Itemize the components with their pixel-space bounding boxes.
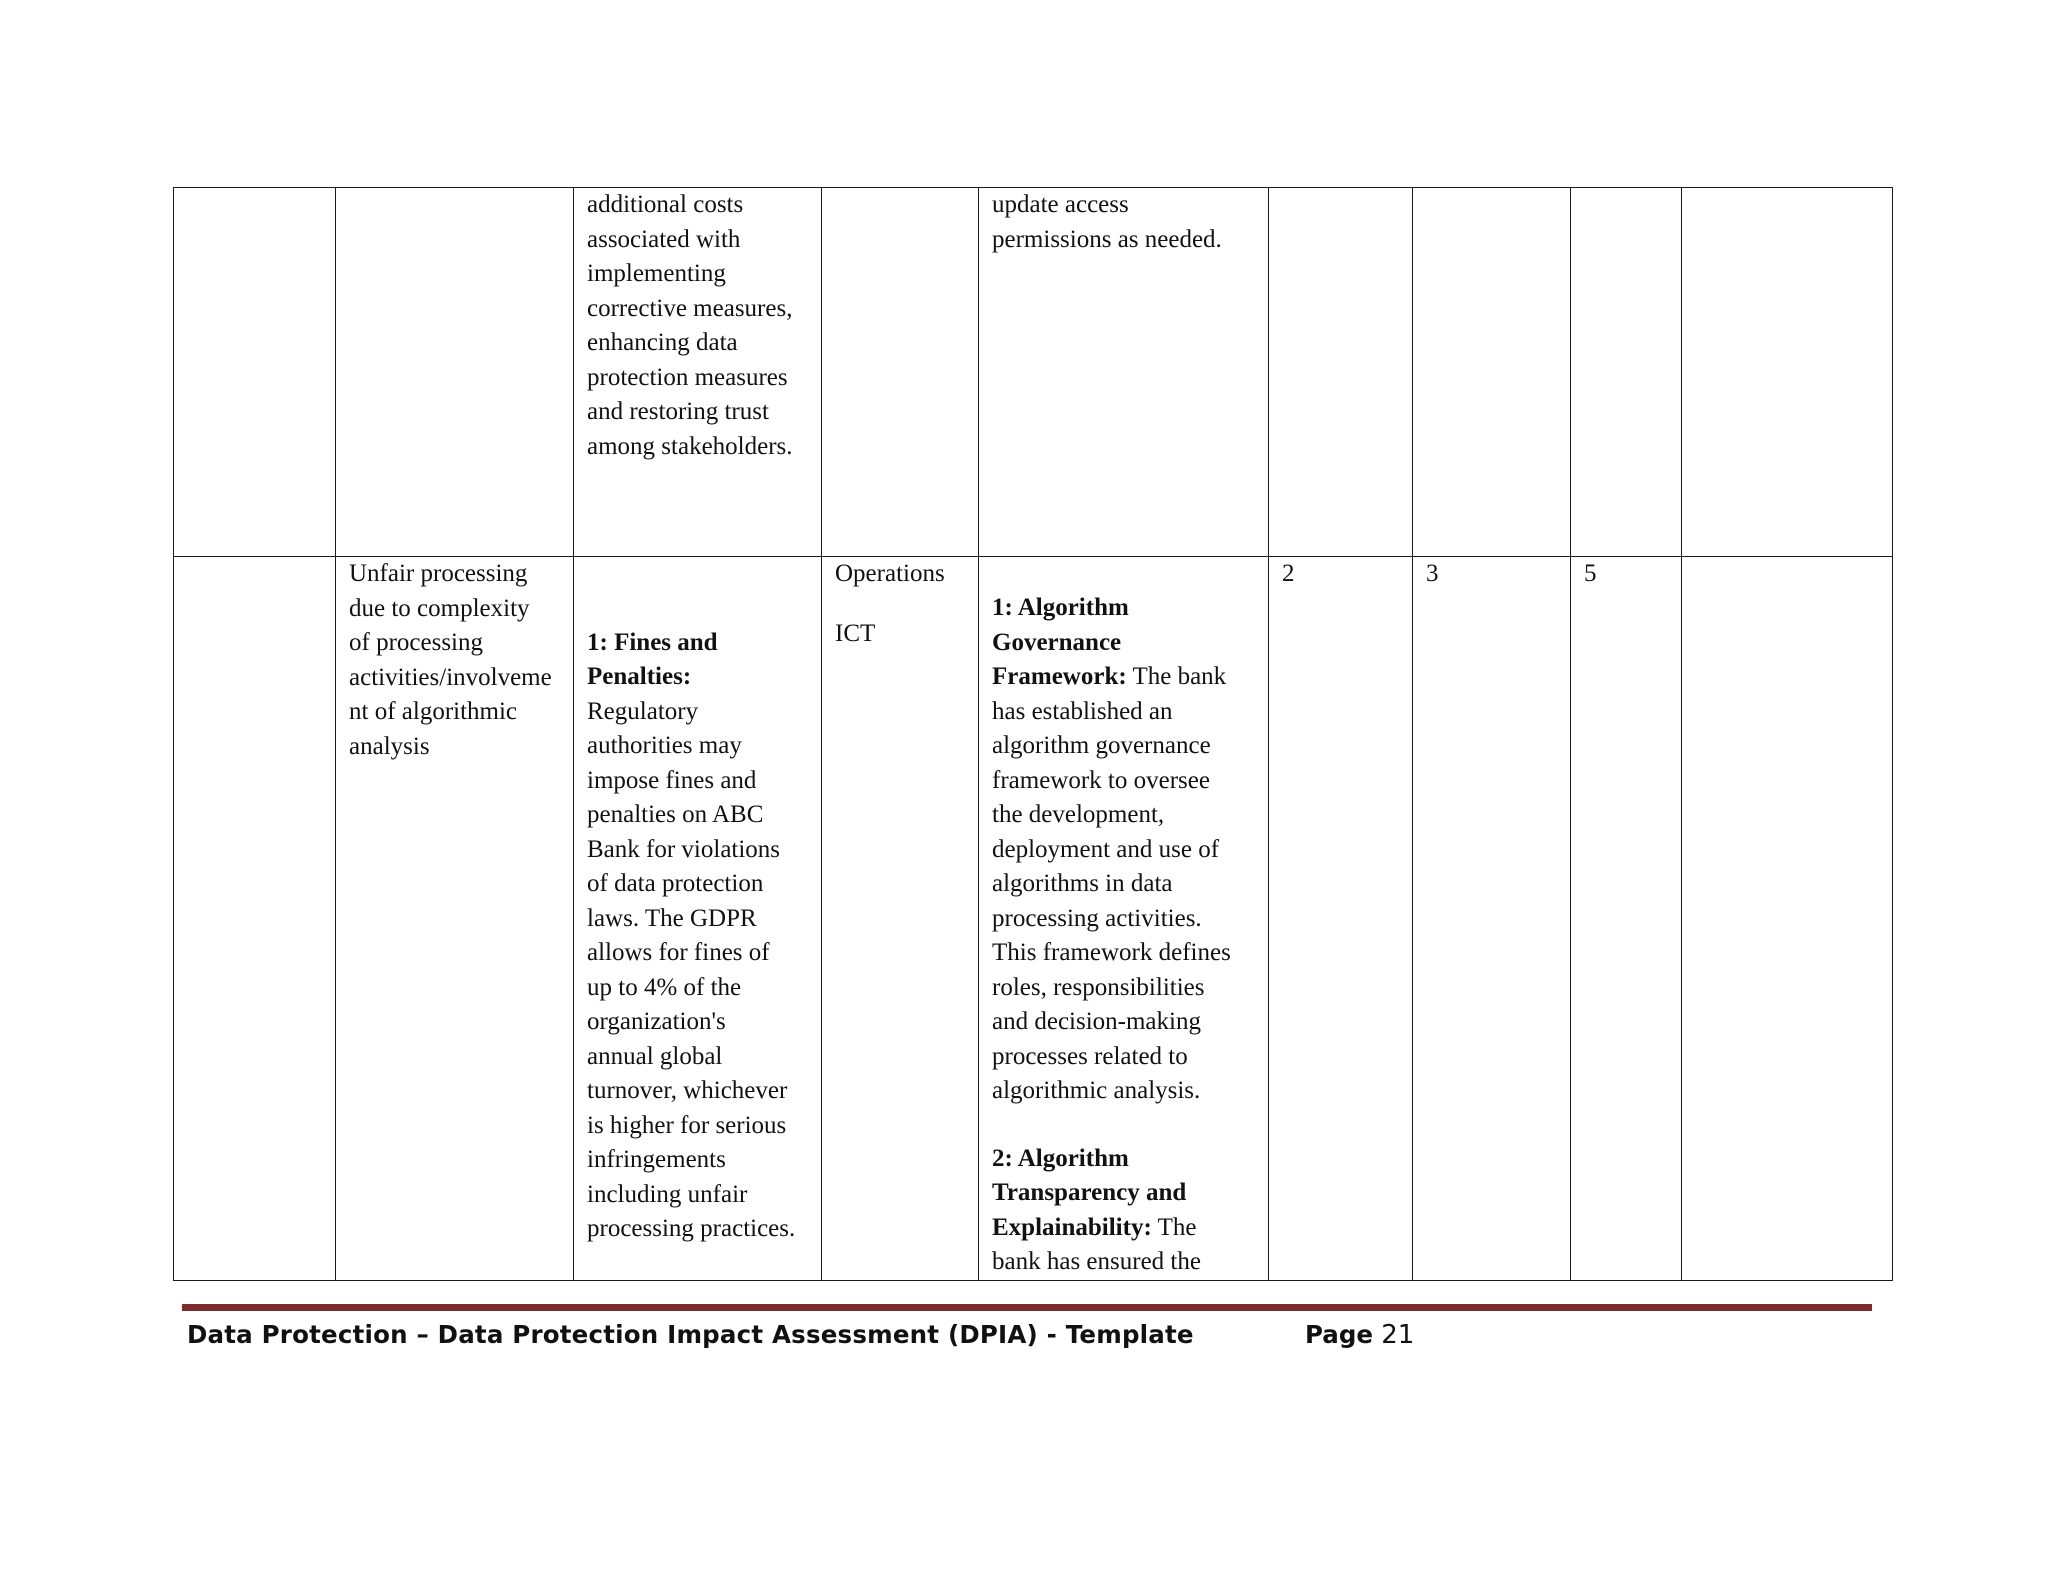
table-cell bbox=[174, 557, 336, 1281]
score-value: 5 bbox=[1584, 560, 1597, 587]
risk-text: Unfair processing due to complexity of processing activities/involveme nt of algorithmic analysis bbox=[349, 560, 552, 760]
table-cell bbox=[1571, 188, 1682, 557]
responsible-units-cell bbox=[822, 557, 979, 1281]
risk-assessment-table bbox=[173, 187, 1893, 1281]
table-cell bbox=[336, 188, 574, 557]
page-number-value: 21 bbox=[1381, 1320, 1415, 1350]
unit-operations: Operations bbox=[835, 560, 945, 587]
table-cell bbox=[1682, 557, 1893, 1281]
controls-cell bbox=[979, 188, 1269, 557]
risk-cell bbox=[336, 557, 574, 1281]
control-1-body: The bank has established an algorithm governance framework to oversee the development, deployment and use of algorithms in data processing activities. This framework defines roles, responsibilities and decision-making processes related to algorithmic analysis. bbox=[992, 663, 1231, 1104]
control-1-heading: 1: Algorithm Governance Framework: bbox=[992, 594, 1129, 690]
page-number bbox=[1305, 1320, 1414, 1350]
table-row bbox=[174, 557, 1893, 1281]
table-row bbox=[174, 188, 1893, 557]
footer-divider bbox=[182, 1304, 1872, 1311]
table-cell bbox=[174, 188, 336, 557]
table-cell bbox=[1413, 188, 1571, 557]
unit-ict: ICT bbox=[835, 619, 876, 647]
score-cell bbox=[1571, 557, 1682, 1281]
controls-text: update access permissions as needed. bbox=[992, 191, 1222, 253]
consequence-cell bbox=[574, 188, 822, 557]
impact-cell bbox=[1413, 557, 1571, 1281]
consequence-cell bbox=[574, 557, 822, 1281]
table-cell bbox=[1682, 188, 1893, 557]
footer-title: Data Protection – Data Protection Impact Assessment (DPIA) - Template bbox=[187, 1320, 1194, 1349]
consequence-text: additional costs associated with implementing corrective measures, enhancing data protection measures and restoring trust among stakeholders. bbox=[587, 191, 793, 460]
consequence-heading: 1: Fines and Penalties: bbox=[587, 628, 718, 690]
control-2-body: The bank has ensured the bbox=[992, 1213, 1201, 1275]
likelihood-cell bbox=[1269, 557, 1413, 1281]
page-label: Page bbox=[1305, 1320, 1373, 1349]
impact-value: 3 bbox=[1426, 560, 1439, 587]
control-2-heading: 2: Algorithm Transparency and Explainability: bbox=[992, 1144, 1187, 1241]
table-cell bbox=[1269, 188, 1413, 557]
table-cell bbox=[822, 188, 979, 557]
consequence-body: Regulatory authorities may impose fines and penalties on ABC Bank for violations of data protection laws. The GDPR allows for fines of up to 4% of the organization's annual global turnover, whichever is higher for serious infringements including unfair processing practices. bbox=[587, 697, 796, 1242]
likelihood-value: 2 bbox=[1282, 560, 1295, 587]
controls-cell bbox=[979, 557, 1269, 1281]
